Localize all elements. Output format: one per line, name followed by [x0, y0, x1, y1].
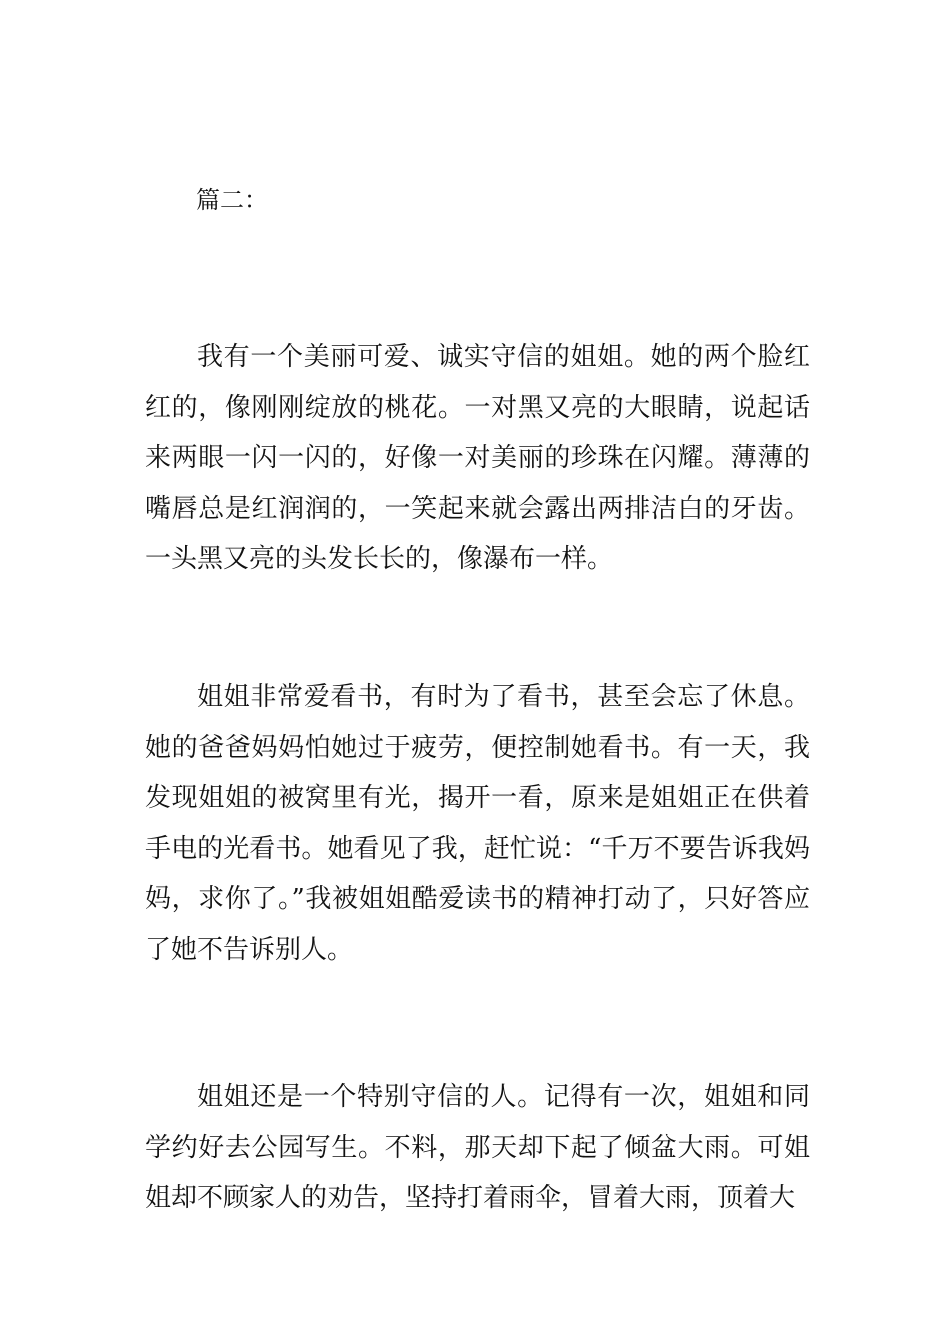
paragraph-appearance: 我有一个美丽可爱、诚实守信的姐姐。她的两个脸红红的，像刚刚绽放的桃花。一对黑又亮的大眼睛，说起话来两眼一闪一闪的，好像一对美丽的珍珠在闪耀。薄薄的嘴唇总是红润润的，一笑起来就会露出两排洁白的牙齿。一头黑又亮的头发长长的，像瀑布一样。: [145, 342, 810, 574]
section-heading: 篇二：: [196, 186, 268, 214]
paragraph-reading: 姐姐非常爱看书，有时为了看书，甚至会忘了休息。她的爸爸妈妈怕她过于疲劳，便控制她看书。有一天，我发现姐姐的被窝里有光，揭开一看，原来是姐姐正在供着手电的光看书。她看见了我，赶忙说：“千万不要告诉我妈妈，求你了。”我被姐姐酷爱读书的精神打动了，只好答应了她不告诉别人。: [145, 682, 810, 965]
paragraph-trustworthy: 姐姐还是一个特别守信的人。记得有一次，姐姐和同学约好去公园写生。不料，那天却下起了倾盆大雨。可姐姐却不顾家人的劝告，坚持打着雨伞，冒着大雨，顶着大: [145, 1082, 810, 1213]
